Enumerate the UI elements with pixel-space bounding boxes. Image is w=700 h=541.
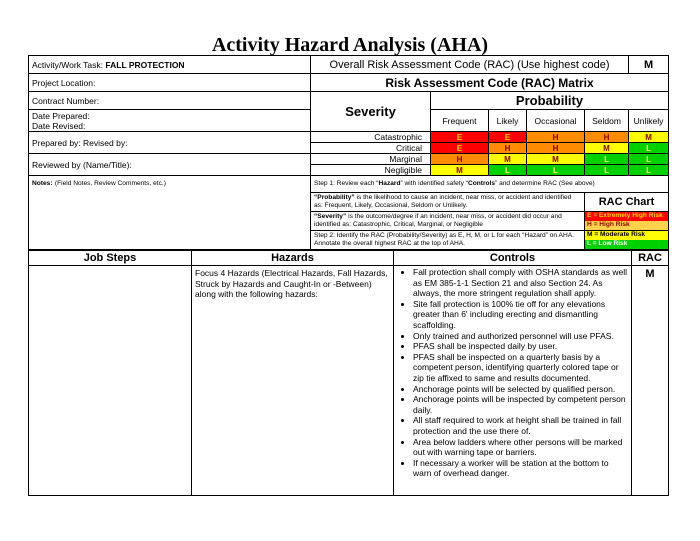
contract-number: Contract Number: (29, 92, 311, 110)
rac-chart-h: H = High Risk (585, 221, 668, 230)
probability-definition: “Probability” is the likelihood to cause an incident, near miss, or accident and identified as: Frequent, Likely, Occasional, Seldom or Unlikely. (311, 193, 585, 212)
severity-catastrophic: Catastrophic (311, 132, 431, 143)
prob-likely: Likely (489, 110, 527, 132)
prob-frequent: Frequent (431, 110, 489, 132)
overall-rac-label: Overall Risk Assessment Code (RAC) (Use highest code) (311, 56, 629, 74)
rac-chart-e: E = Extremely High Risk (585, 212, 668, 221)
prepared-by: Prepared by: Revised by: (29, 132, 311, 154)
col-hazards: Hazards (192, 251, 394, 266)
rac-cell: M (585, 143, 629, 154)
rac-chart-title: RAC Chart (585, 193, 669, 212)
rac-cell: M (489, 154, 527, 165)
aha-header-table (28, 55, 669, 250)
rac-cell: L (629, 154, 669, 165)
control-item: • Fall protection shall comply with OSHA standards as well as EM 385-1-1 Section 21 and also Section 24. As always, the more stringent regulation shall apply. (413, 267, 628, 299)
rac-cell: E (431, 143, 489, 154)
job-step-cell (29, 266, 192, 496)
control-item: • If necessary a worker will be station at the bottom to warn of overhead danger. (413, 458, 628, 479)
severity-negligible: Negligible (311, 165, 431, 176)
rac-chart-l: L = Low Risk (585, 240, 668, 249)
step2-text: Step 2: Identify the RAC (Probability/Severity) as E, H, M, or L for each “Hazard” on AHA. Annotate the overall highest RAC at the top of AHA. (311, 231, 585, 250)
page-title: Activity Hazard Analysis (AHA) (211, 34, 489, 56)
severity-header: Severity (311, 92, 431, 132)
dates-cell (29, 110, 311, 132)
prob-occasional: Occasional (527, 110, 585, 132)
rac-cell: L (489, 165, 527, 176)
rac-cell: E (489, 132, 527, 143)
overall-rac-value: M (629, 56, 669, 74)
rac-chart-lower (585, 231, 669, 250)
prob-unlikely: Unlikely (629, 110, 669, 132)
hazard-analysis-table (28, 250, 669, 496)
probability-header: Probability (431, 92, 669, 110)
row-rac: M (632, 266, 669, 496)
rac-cell: H (527, 132, 585, 143)
col-controls: Controls (394, 251, 632, 266)
rac-cell: L (527, 165, 585, 176)
control-item: • PFAS shall be inspected daily by user. (413, 341, 628, 352)
severity-critical: Critical (311, 143, 431, 154)
notes-cell (29, 176, 311, 250)
step1-text: Step 1: Review each “Hazard” with identified safety “Controls” and determine RAC (See above) (311, 176, 669, 193)
date-prepared: Date Prepared: (32, 110, 90, 121)
activity-task-value: FALL PROTECTION (105, 59, 185, 70)
rac-cell: M (431, 165, 489, 176)
reviewed-by: Reviewed by (Name/Title): (29, 154, 311, 176)
rac-cell: L (585, 154, 629, 165)
rac-chart-upper (585, 212, 669, 231)
rac-cell: L (629, 143, 669, 154)
rac-chart-m: M = Moderate Risk (585, 231, 668, 240)
rac-matrix-title: Risk Assessment Code (RAC) Matrix (311, 74, 669, 92)
rac-cell: M (629, 132, 669, 143)
rac-cell: H (585, 132, 629, 143)
rac-cell: L (585, 165, 629, 176)
notes-label: Notes: (32, 180, 53, 187)
severity-marginal: Marginal (311, 154, 431, 165)
control-item: • All staff required to work at height shall be trained in fall protection and the use there of. (413, 415, 628, 436)
control-item: • Only trained and authorized personnel will use PFAS. (413, 331, 628, 342)
severity-definition: “Severity” is the outcome/degree if an incident, near miss, or accident did occur and identified as: Catastrophic, Critical, Marginal, or Negligible (311, 212, 585, 231)
col-job-steps: Job Steps (29, 251, 192, 266)
controls-cell (394, 266, 632, 496)
project-location: Project Location: (29, 74, 311, 92)
prob-seldom: Seldom (585, 110, 629, 132)
control-item: • Anchorage points will be inspected by competent person daily. (413, 394, 628, 415)
rac-cell: M (527, 154, 585, 165)
rac-cell: H (431, 154, 489, 165)
control-item: • Anchorage points will be selected by qualified person. (413, 384, 628, 395)
col-rac: RAC (632, 251, 669, 266)
notes-text: (Field Notes, Review Comments, etc.) (54, 180, 166, 187)
control-item: • Area below ladders where other persons will be marked out with warning tape or barriers. (413, 437, 628, 458)
activity-task-cell: Activity/Work Task: FALL PROTECTION (29, 56, 311, 74)
hazard-cell: Focus 4 Hazards (Electrical Hazards, Fall Hazards, Struck by Hazards and Caught-In or -Between) along with the following hazards: (192, 266, 394, 496)
control-item: • PFAS shall be inspected on a quarterly basis by a competent person, identifying quarterly colored tape or zip tie affixed to same and results documented. (413, 352, 628, 384)
rac-cell: H (489, 143, 527, 154)
rac-cell: E (431, 132, 489, 143)
date-revised: Date Revised: (32, 120, 86, 131)
rac-cell: L (629, 165, 669, 176)
control-item: • Site fall protection is 100% tie off for any elevations greater than 6' including erecting and dismantling scaffolding. (413, 299, 628, 331)
rac-cell: H (527, 143, 585, 154)
